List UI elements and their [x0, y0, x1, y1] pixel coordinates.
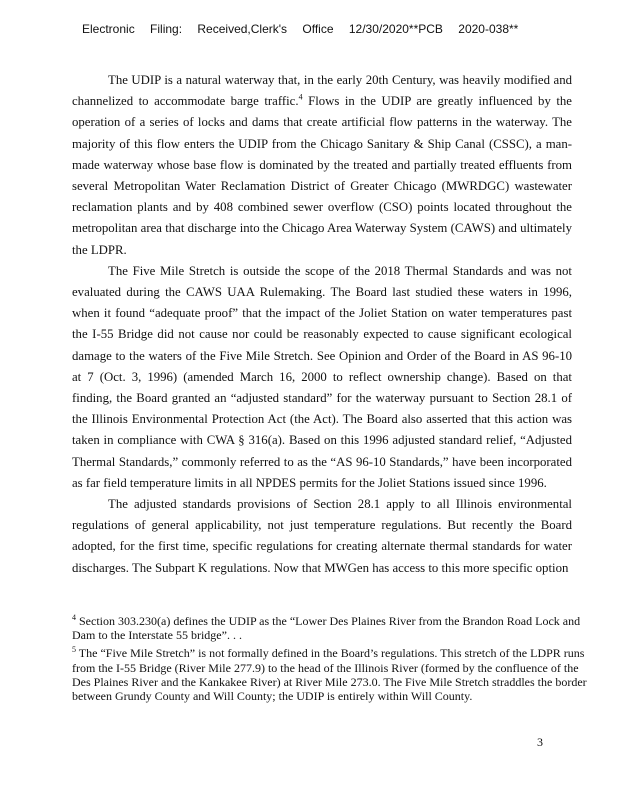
footnote-5-text: The “Five Mile Stretch” is not formally defined in the Board’s regulations. This stretch of the LDPR runs from the I-55 Bridge (River Mile 277.9) to the head of the Illinois River (formed by the confluence of the Des Plaines River and the Kankakee River) at River Mile 273.0. The Five Mile Stretch straddles the border between Grundy County and Will County; the UDIP is entirely within Will County.	[72, 646, 587, 704]
document-body	[72, 70, 572, 579]
paragraph-udip-text-a: The UDIP is a natural waterway that, in the early 20th Century, was heavily modified and channelized to accommodate barge traffic.	[72, 73, 572, 109]
footnote-4-text: Section 303.230(a) defines the UDIP as the “Lower Des Plaines River from the Brandon Road Lock and Dam to the Interstate 55 bridge”. . .	[72, 614, 581, 643]
paragraph-adjusted-standards: The adjusted standards provisions of Section 28.1 apply to all Illinois environmental regulations of general applicability, not just temperature regulations. But recently the Board adopted, for the first time, specific regulations for creating alternate thermal standards for water discharges. The Subpart K regulations. Now that MWGen has access to this more specific option	[72, 497, 572, 575]
filing-header	[82, 22, 530, 36]
paragraph-udip-text-b: Flows in the UDIP are greatly influenced by the operation of a series of locks and dams that create artificial flow patterns in the waterway. The majority of this flow enters the UDIP from the Chicago Sanitary & Ship Canal (CSSC), a man-made waterway whose base flow is dominated by the treated and partially treated effluents from several Metropolitan Water Reclamation District of Greater Chicago (MWRDGC) wastewater reclamation plants and by 408 combined sewer overflow (CSO) points located throughout the metropolitan area that discharge into the Chicago Area Waterway System (CAWS) and ultimately the LDPR.	[72, 94, 572, 257]
header-case-number: 2020-038**	[458, 22, 519, 36]
header-date: 12/30/2020**PCB	[348, 22, 443, 36]
footnote-5	[72, 646, 592, 703]
header-office: Office	[302, 22, 334, 36]
paragraph-five-mile-stretch: The Five Mile Stretch is outside the scope of the 2018 Thermal Standards and was not evaluated during the CAWS UAA Rulemaking. The Board last studied these waters in 1996, when it found “adequate proof” that the impact of the Joliet Station on water temperatures past the I-55 Bridge did not cause nor could be reasonably expected to cause significant ecological damage to the waters of the Five Mile Stretch. See Opinion and Order of the Board in AS 96-10 at 7 (Oct. 3, 1996) (amended March 16, 2000 to reflect ownership change). Based on that finding, the Board granted an “adjusted standard” for the waterway pursuant to Section 28.1 of the Illinois Environmental Protection Act (the Act). The Board also asserted that this action was taken in compliance with CWA § 316(a). Based on this 1996 adjusted standard relief, “Adjusted Thermal Standards,” commonly referred to as the “AS 96-10 Standards,” have been incorporated as far field temperature limits in all NPDES permits for the Joliet Stations issued since 1996.	[72, 263, 572, 490]
header-electronic: Electronic	[82, 22, 135, 36]
footnote-4-number: 4	[72, 613, 76, 622]
paragraph-udip	[72, 70, 572, 261]
page-number: 3	[537, 735, 543, 749]
footnote-ref-4: 4	[298, 92, 303, 102]
footnote-4	[72, 614, 592, 642]
footnote-5-number: 5	[72, 645, 76, 655]
header-filing: Filing:	[150, 22, 183, 36]
header-received: Received,Clerk's	[197, 22, 288, 36]
footnotes	[72, 614, 592, 707]
